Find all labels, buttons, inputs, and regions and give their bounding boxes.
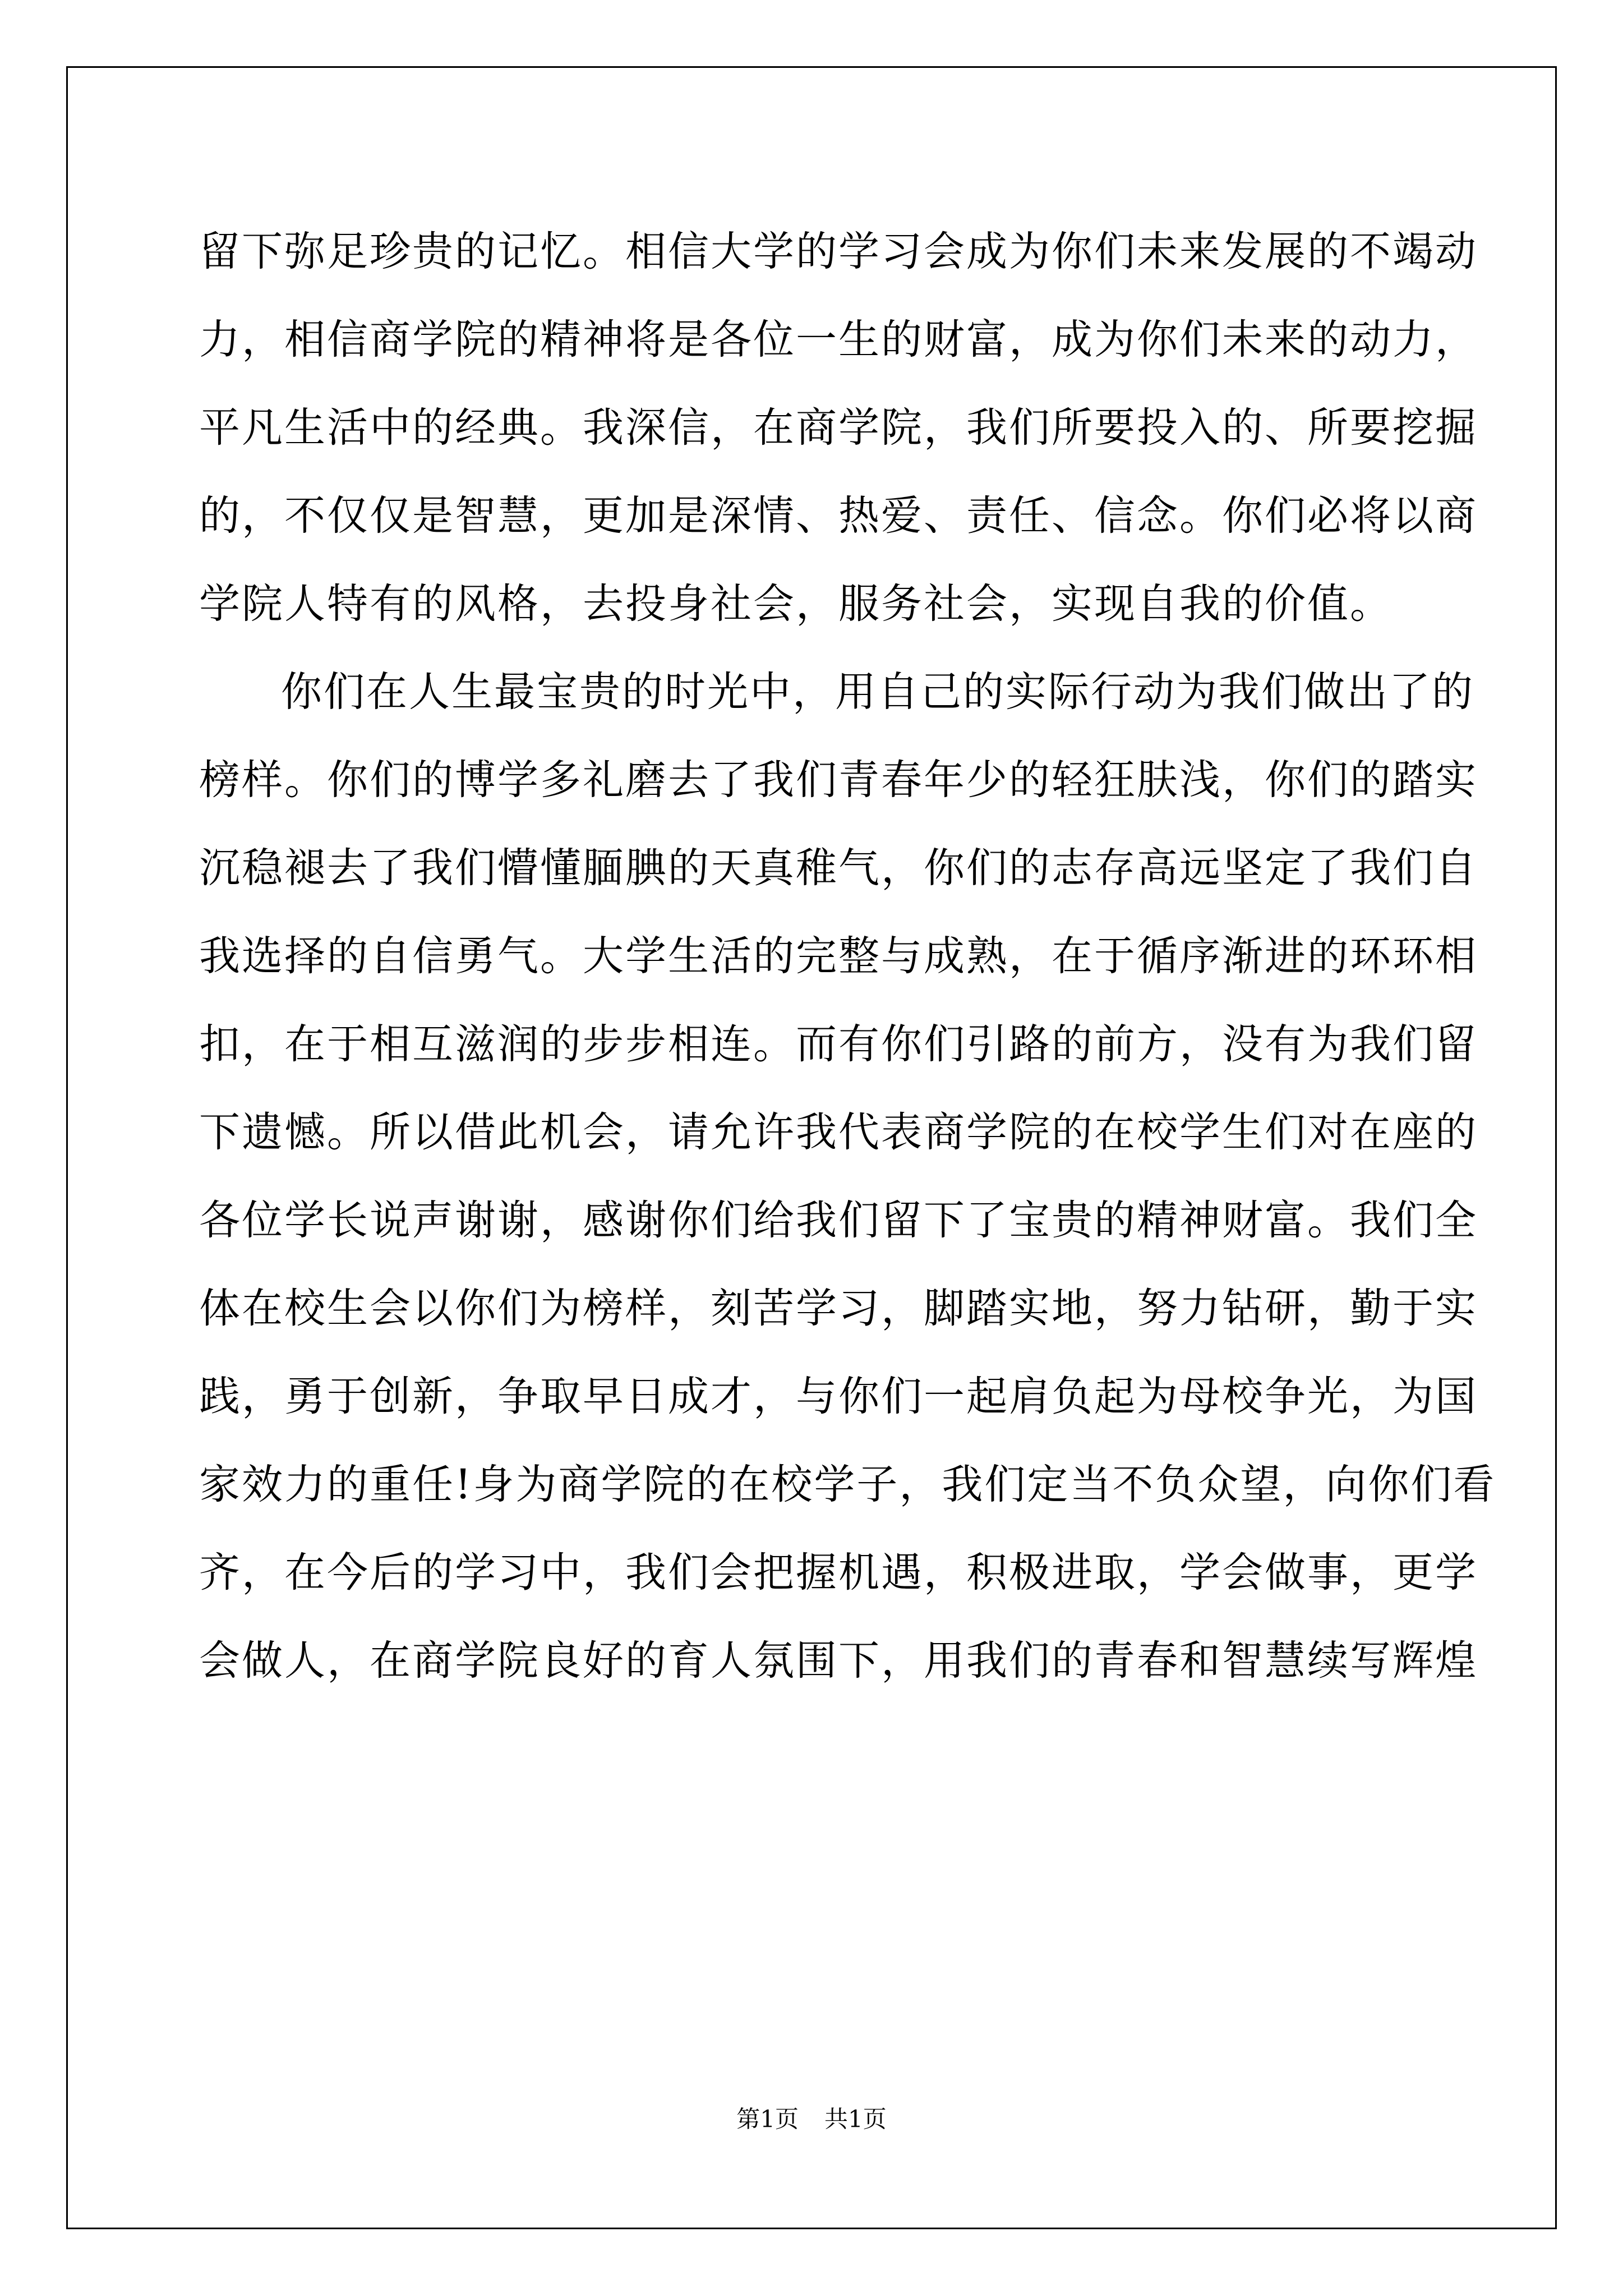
text-line: 榜样。你们的博学多礼磨去了我们青春年少的轻狂肤浅，你们的踏实 bbox=[199, 756, 1478, 804]
document-body bbox=[199, 208, 1496, 1705]
page-total: 共1页 bbox=[824, 2105, 887, 2133]
page-number: 第1页 bbox=[736, 2105, 799, 2133]
text-line: 平凡生活中的经典。我深信，在商学院，我们所要投入的、所要挖掘 bbox=[199, 404, 1478, 452]
text-line: 沉稳褪去了我们懵懂腼腆的天真稚气，你们的志存高远坚定了我们自 bbox=[199, 844, 1478, 892]
text-line: 你们在人生最宝贵的时光中，用自己的实际行动为我们做出了的 bbox=[281, 668, 1474, 716]
text-line: 力，相信商学院的精神将是各位一生的财富，成为你们未来的动力， bbox=[199, 316, 1478, 364]
text-line: 会做人，在商学院良好的育人氛围下，用我们的青春和智慧续写辉煌 bbox=[199, 1637, 1478, 1685]
text-line: 家效力的重任!身为商学院的在校学子，我们定当不负众望，向你们看 bbox=[199, 1461, 1496, 1508]
text-line: 留下弥足珍贵的记忆。相信大学的学习会成为你们未来发展的不竭动 bbox=[199, 228, 1478, 275]
text-line: 体在校生会以你们为榜样，刻苦学习，脚踏实地，努力钻研，勤于实 bbox=[199, 1285, 1478, 1332]
text-line: 齐，在今后的学习中，我们会把握机遇，积极进取，学会做事，更学 bbox=[199, 1549, 1478, 1596]
text-line: 扣，在于相互滋润的步步相连。而有你们引路的前方，没有为我们留 bbox=[199, 1020, 1478, 1068]
text-line: 学院人特有的风格，去投身社会，服务社会，实现自我的价值。 bbox=[199, 580, 1393, 628]
text-line: 践，勇于创新，争取早日成才，与你们一起肩负起为母校争光，为国 bbox=[199, 1373, 1478, 1420]
text-line: 各位学长说声谢谢，感谢你们给我们留下了宝贵的精神财富。我们全 bbox=[199, 1197, 1478, 1244]
text-line: 的，不仅仅是智慧，更加是深情、热爱、责任、信念。你们必将以商 bbox=[199, 492, 1478, 540]
text-line: 我选择的自信勇气。大学生活的完整与成熟，在于循序渐进的环环相 bbox=[199, 932, 1478, 980]
page-footer bbox=[0, 2101, 1623, 2134]
text-line: 下遗憾。所以借此机会，请允许我代表商学院的在校学生们对在座的 bbox=[199, 1108, 1478, 1156]
